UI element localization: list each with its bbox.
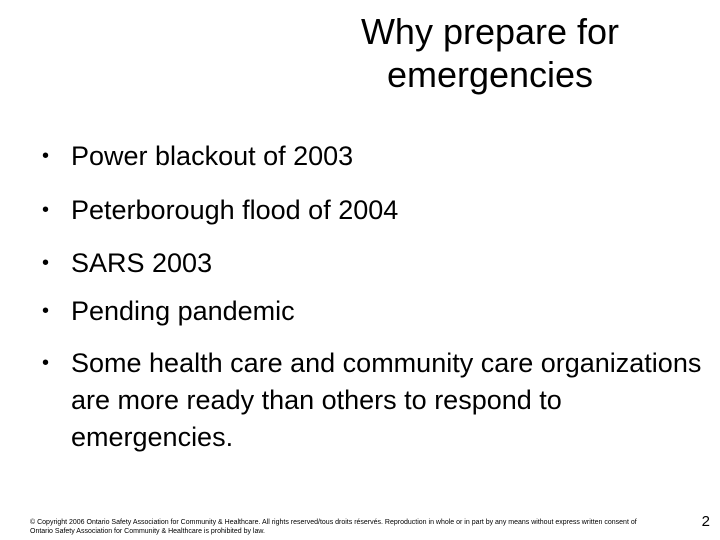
bullet-text: SARS 2003: [71, 248, 213, 278]
page-number: 2: [701, 513, 710, 530]
bullet-marker: [42, 345, 62, 381]
bullet-text: Some health care and community care organizations are more ready than others to respond to emergencies.: [71, 348, 702, 452]
bullet-marker: [42, 192, 62, 228]
bullet-marker: [42, 245, 62, 281]
bullet-item: [42, 293, 720, 329]
bullet-text: Power blackout of 2003: [71, 141, 354, 171]
bullet-text: Pending pandemic: [71, 296, 295, 326]
bullet-text: Peterborough flood of 2004: [71, 195, 399, 225]
footer-copyright: © Copyright 2006 Ontario Safety Association for Community & Healthcare. All rights reserved/tous droits réservés. Reproduction in whole or in part by any means without express written consent of Ontario Safety Association for Community & Healthcare is prohibited by law.: [30, 519, 637, 535]
bullet-item: [42, 192, 720, 228]
slide-title-line-2: emergencies: [386, 54, 594, 95]
bullet-marker: [42, 138, 62, 174]
slide-title-line-1: Why prepare for: [360, 11, 620, 52]
slide-title: [330, 10, 650, 96]
bullet-item: [42, 245, 720, 281]
bullet-item: [42, 345, 720, 456]
bullet-marker: [42, 293, 62, 329]
bullet-item: [42, 138, 720, 174]
